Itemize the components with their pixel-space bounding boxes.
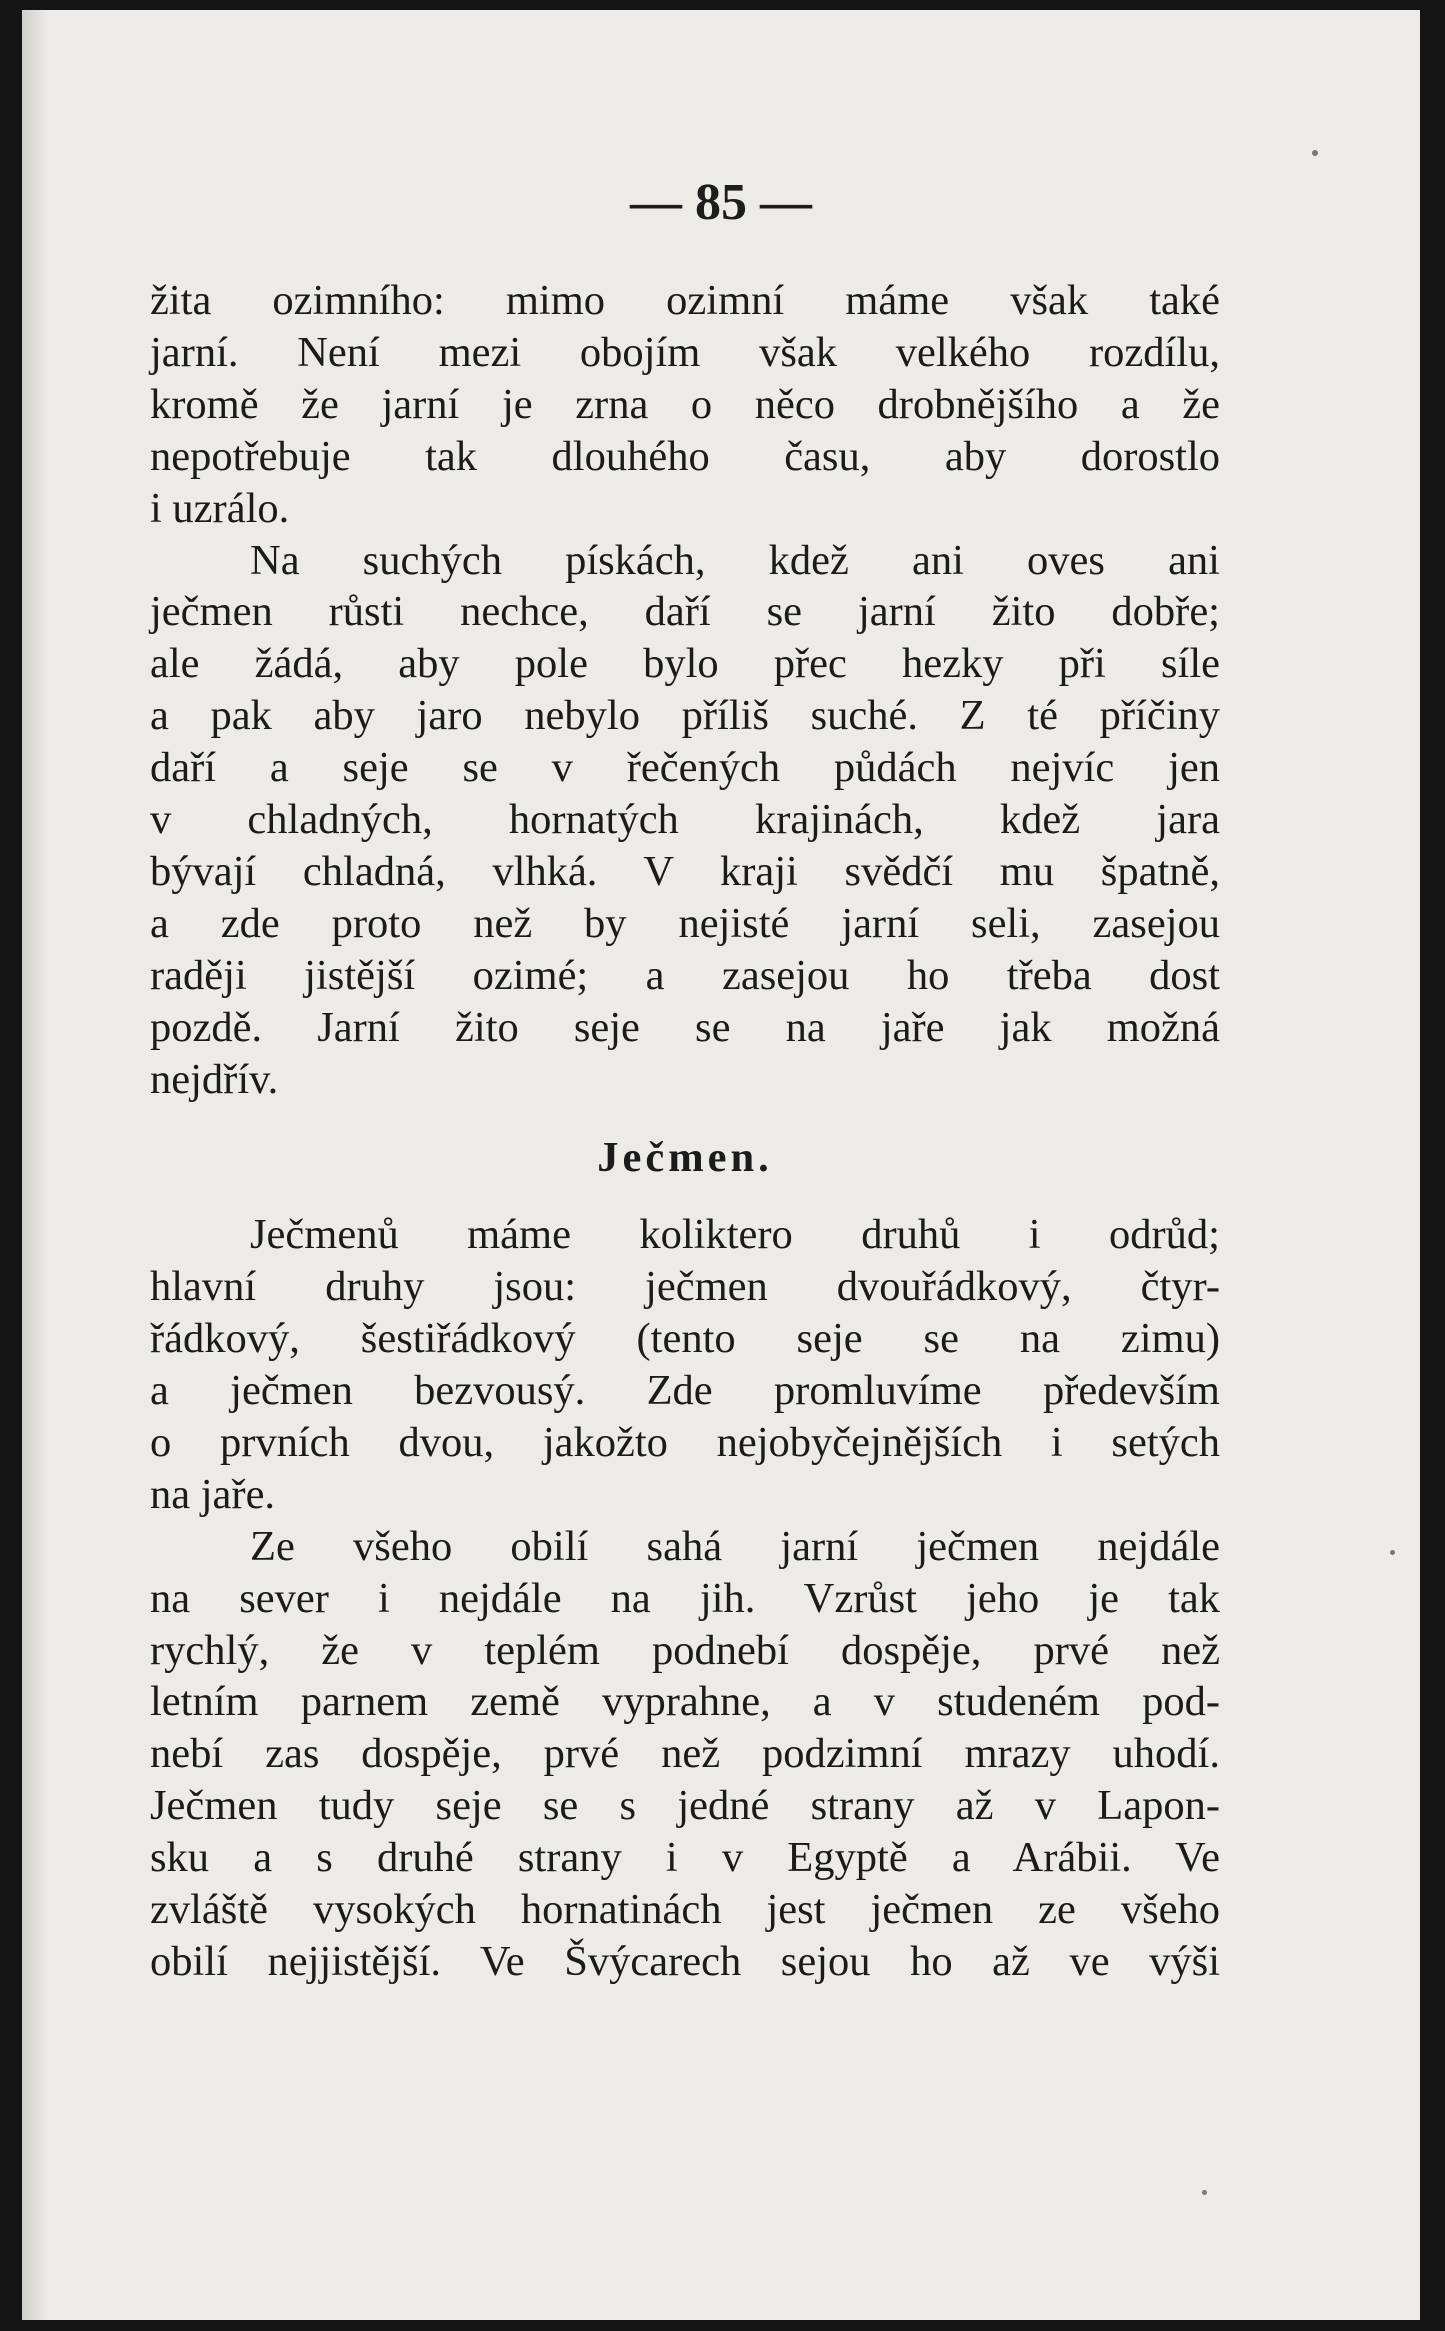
text-line: žita ozimního: mimo ozimní máme však také <box>150 277 1220 324</box>
paragraph <box>150 535 1220 1106</box>
paper-speck <box>1312 150 1318 156</box>
paragraph <box>150 1209 1220 1520</box>
text-line: na jaře. <box>150 1470 276 1518</box>
text-line: jarní. Není mezi obojím však velkého rozdílu, <box>150 328 1220 376</box>
text-line: nebí zas dospěje, prvé než podzimní mrazy uhodí. <box>150 1730 1220 1778</box>
text-line: ječmen růsti nechce, daří se jarní žito dobře; <box>150 588 1220 636</box>
text-line: Ječmen tudy seje se s jedné strany až v Lapon- <box>150 1782 1220 1830</box>
text-line: daří a seje se v řečených půdách nejvíc jen <box>150 744 1220 792</box>
text-line: a pak aby jaro nebylo příliš suché. Z té příčiny <box>150 692 1220 740</box>
text-line: ale žádá, aby pole bylo přec hezky při síle <box>150 640 1220 688</box>
paragraph <box>150 275 1220 535</box>
text-line: o prvních dvou, jakožto nejobyčejnějších i setých <box>150 1418 1220 1466</box>
section-heading: Ječmen. <box>597 1133 773 1181</box>
text-line: hlavní druhy jsou: ječmen dvouřádkový, čtyr- <box>150 1263 1220 1311</box>
text-line: nejdřív. <box>150 1055 279 1103</box>
text-line: Ze všeho obilí sahá jarní ječmen nejdále <box>250 1522 1220 1570</box>
text-line: kromě že jarní je zrna o něco drobnějšího a že <box>150 380 1220 428</box>
text-line: pozdě. Jarní žito seje se na jaře jak možná <box>150 1003 1220 1051</box>
page-gutter-shadow <box>22 10 48 2320</box>
text-line: Na suchých pískách, kdež ani oves ani <box>250 536 1220 584</box>
text-line: na sever i nejdále na jih. Vzrůst jeho je tak <box>150 1574 1220 1622</box>
text-line: obilí nejjistější. Ve Švýcarech sejou ho až ve výši <box>150 1937 1220 1985</box>
page-number: — 85 — <box>630 174 812 231</box>
text-line: řádkový, šestiřádkový (tento seje se na zimu) <box>150 1315 1220 1363</box>
paper-speck <box>1390 1550 1395 1555</box>
book-page <box>22 10 1420 2320</box>
page-text <box>150 275 1220 1988</box>
text-line: bývají chladná, vlhká. V kraji svědčí mu špatně, <box>150 847 1220 895</box>
paper-speck <box>1202 2190 1207 2195</box>
text-line: Ječmenů máme koliktero druhů i odrůd; <box>250 1211 1220 1259</box>
text-line: raději jistější ozimé; a zasejou ho třeba dost <box>150 951 1220 999</box>
text-line: zvláště vysokých hornatinách jest ječmen ze všeho <box>150 1886 1220 1934</box>
text-line: a zde proto než by nejisté jarní seli, zasejou <box>150 899 1220 947</box>
text-line: letním parnem země vyprahne, a v studeném pod- <box>150 1678 1220 1726</box>
text-line: a ječmen bezvousý. Zde promluvíme především <box>150 1367 1220 1415</box>
text-line: i uzrálo. <box>150 484 290 532</box>
text-line: nepotřebuje tak dlouhého času, aby dorostlo <box>150 432 1220 480</box>
text-line: rychlý, že v teplém podnebí dospěje, prvé než <box>150 1626 1220 1674</box>
text-line: v chladných, hornatých krajinách, kdež jara <box>150 796 1220 844</box>
text-line: sku a s druhé strany i v Egyptě a Arábii. Ve <box>150 1834 1220 1882</box>
paragraph <box>150 1521 1220 1988</box>
